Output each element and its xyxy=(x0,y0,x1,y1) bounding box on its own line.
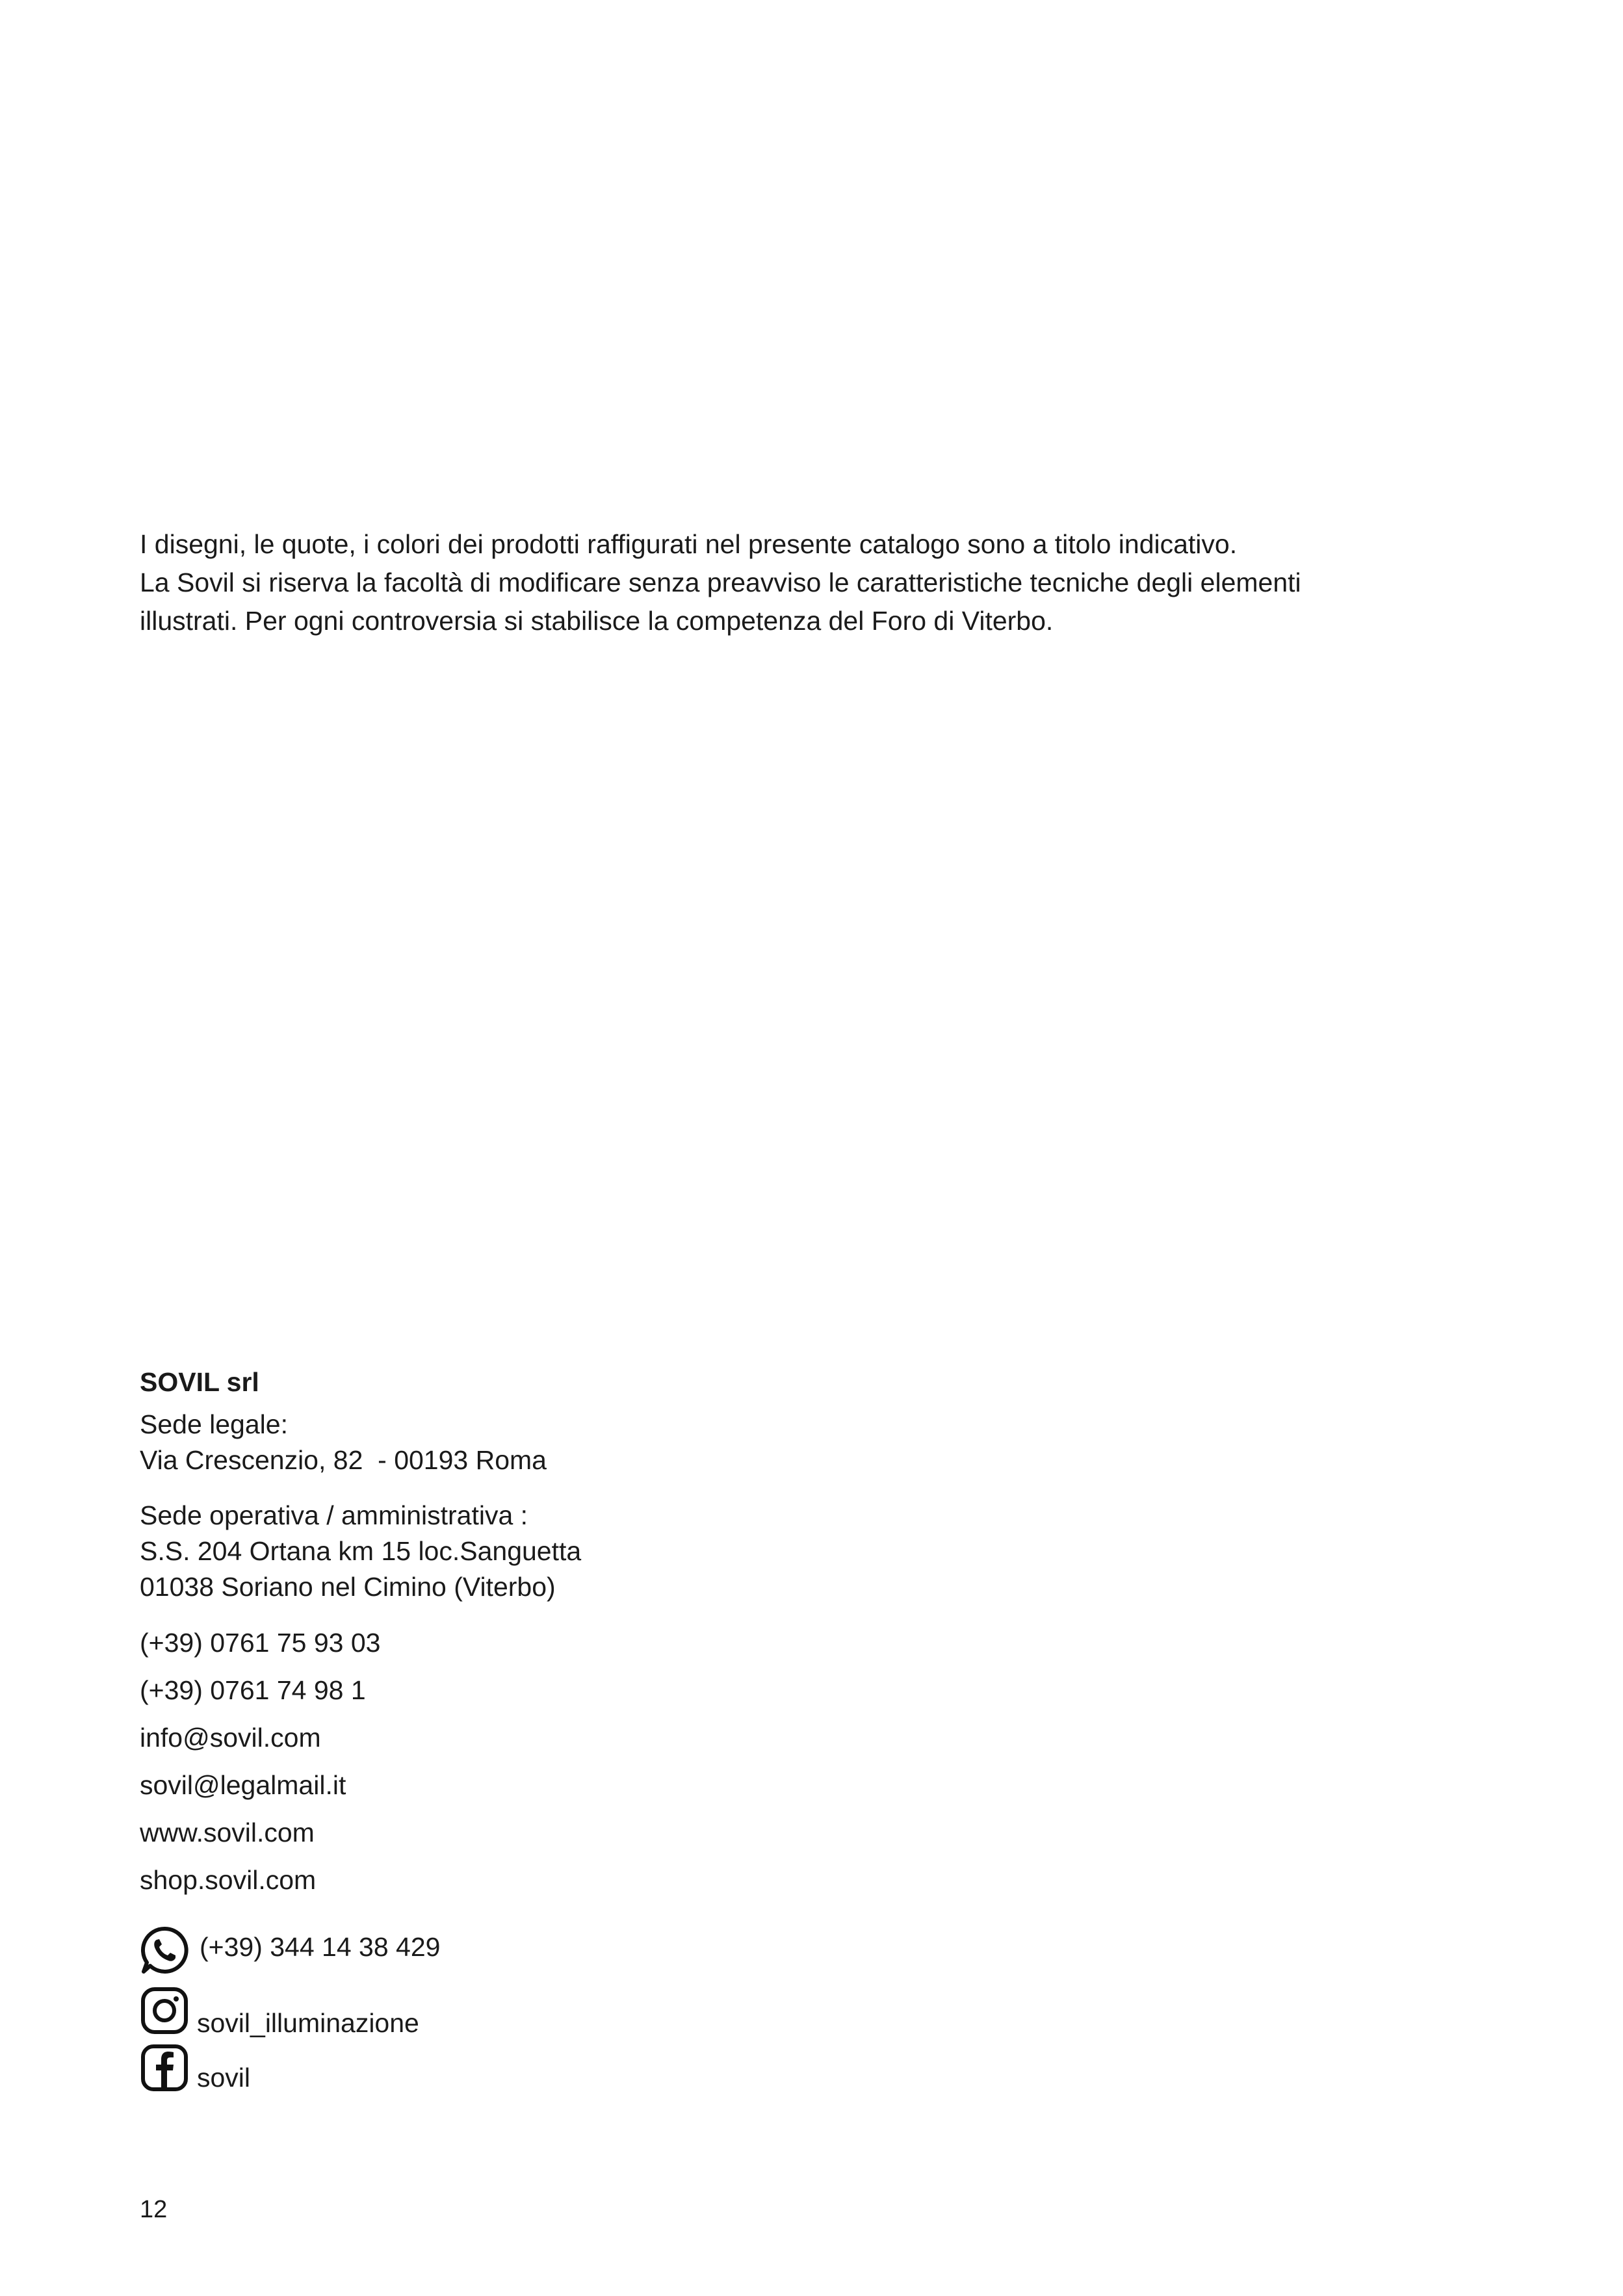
website-link[interactable]: www.sovil.com xyxy=(140,1818,315,1847)
pec-email-link[interactable]: sovil@legalmail.it xyxy=(140,1770,346,1800)
operative-office-label: Sede operativa / amministrativa : xyxy=(140,1500,528,1530)
legal-office-address: Via Crescenzio, 82 - 00193 Roma xyxy=(140,1445,547,1475)
phone-1[interactable]: (+39) 0761 75 93 03 xyxy=(140,1628,381,1658)
legal-office-label: Sede legale: xyxy=(140,1409,288,1439)
instagram-icon xyxy=(140,1986,189,2035)
facebook-icon xyxy=(140,2043,189,2093)
instagram-handle: sovil_illuminazione xyxy=(197,2008,419,2038)
shop-link[interactable]: shop.sovil.com xyxy=(140,1865,317,1895)
whatsapp-icon xyxy=(140,1925,189,1975)
instagram-contact[interactable] xyxy=(140,1986,920,2038)
page-number: 12 xyxy=(140,2196,168,2223)
contact-list xyxy=(140,1619,920,1904)
disclaimer-line-2: La Sovil si riserva la facoltà di modificare senza preavviso le caratteristiche tecniche degli elementi xyxy=(140,567,1301,597)
whatsapp-number: (+39) 344 14 38 429 xyxy=(200,1932,441,1962)
company-name: SOVIL srl xyxy=(140,1367,259,1397)
company-info xyxy=(140,1364,920,1904)
whatsapp-contact[interactable] xyxy=(140,1925,920,1977)
operative-office-address-2: 01038 Soriano nel Cimino (Viterbo) xyxy=(140,1572,556,1602)
legal-office xyxy=(140,1407,920,1478)
operative-office-address-1: S.S. 204 Ortana km 15 loc.Sanguetta xyxy=(140,1536,582,1566)
email-link[interactable]: info@sovil.com xyxy=(140,1723,321,1753)
facebook-handle: sovil xyxy=(197,2063,251,2093)
operative-office xyxy=(140,1498,920,1605)
disclaimer-line-3: illustrati. Per ogni controversia si stabilisce la competenza del Foro di Viterbo. xyxy=(140,606,1054,636)
phone-2[interactable]: (+39) 0761 74 98 1 xyxy=(140,1675,366,1705)
disclaimer xyxy=(140,525,1505,640)
facebook-contact[interactable] xyxy=(140,2043,920,2095)
disclaimer-line-1: I disegni, le quote, i colori dei prodotti raffigurati nel presente catalogo sono a titolo indicativo. xyxy=(140,529,1238,559)
